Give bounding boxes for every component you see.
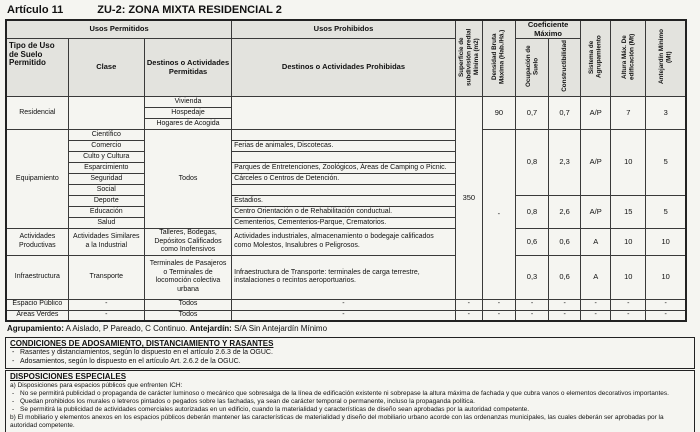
- cell-clase-educacion: Educación: [68, 207, 144, 218]
- cell-altura-residencial: 7: [611, 97, 646, 130]
- col-header-clase: Clase: [68, 39, 144, 97]
- cell-destino-hogares: Hogares de Acogida: [144, 119, 231, 130]
- cell-prohibidas-culto: [232, 152, 456, 163]
- cell-prohibidas-residencial-empty: [232, 97, 456, 130]
- cell-antejardin-productivas: 10: [646, 229, 686, 256]
- cell-constructibilidad-equip-g2: 2,6: [549, 196, 581, 229]
- disposiciones-item-b: b) El mobiliario y elementos anexos en los espacios públicos deberán mantener las características de materialidad y diseño del mobiliario urbano acorde con las ordenanzas municipales, las cuales deberán ser aprobadas por la autoridad competente.: [10, 414, 664, 429]
- table-row: [6, 229, 686, 256]
- table-row: [6, 299, 686, 310]
- condiciones-title: CONDICIONES DE ADOSAMIENTO, DISTANCIAMIENTO Y RASANTES: [10, 339, 274, 348]
- cell-dash: -: [581, 310, 611, 321]
- col-header-superficie: Superficie de subdivisión predial Mínima (m2): [455, 20, 482, 97]
- cell-altura-productivas: 10: [611, 229, 646, 256]
- cell-prohibidas-educacion: Centro Orientación o de Rehabilitación conductual.: [232, 207, 456, 218]
- cell-clase-transporte: Transporte: [68, 255, 144, 299]
- cell-dash: -: [549, 310, 581, 321]
- col-header-antejardin: Antejardín Mínimo (Mt): [646, 20, 686, 97]
- cell-clase-deporte: Deporte: [68, 196, 144, 207]
- cell-antejardin-equip-g2: 5: [646, 196, 686, 229]
- cell-prohibidas-transporte: Infraestructura de Transporte: terminales de carga terrestre, instalaciones o recintos aeroportuarios.: [232, 255, 456, 299]
- cell-constructibilidad-equip-g1: 2,3: [549, 130, 581, 196]
- cell-clase-esparcimiento: Esparcimiento: [68, 163, 144, 174]
- cell-prohibidas-salud: Cementerios, Cementerios-Parque, Crematorios.: [232, 218, 456, 229]
- cell-dash: -: [455, 310, 482, 321]
- cell-destinos-equipamiento-todos: Todos: [144, 130, 231, 229]
- col-header-ocupacion-suelo: Ocupación de Suelo: [515, 39, 548, 97]
- cell-destino-vivienda: Vivienda: [144, 97, 231, 108]
- condiciones-box: [5, 337, 695, 369]
- cell-clase-residencial-empty: [68, 97, 144, 130]
- group-header-coeficiente-maximo: Coeficiente Máximo: [515, 20, 580, 39]
- col-header-destinos-permitidas: Destinos o Actividades Permitidas: [144, 39, 231, 97]
- disposiciones-a-item: - No se permitirá publicidad o propaganda de carácter luminoso o mecánico que sobresalga de la línea de edificación existente ni sobrepase la altura máxima de fachada y que cubra vanos o elementos decorativos importantes.: [10, 390, 690, 398]
- group-header-usos-prohibidos: Usos Prohibidos: [232, 20, 456, 39]
- table-row: [6, 130, 686, 141]
- disposiciones-box: [5, 370, 695, 432]
- cell-tipo-productivas: Actividades Productivas: [6, 229, 68, 256]
- cell-sistema-equip-g2: A/P: [581, 196, 611, 229]
- legend-antejardin-text: S/A Sin Antejardín Mínimo: [234, 324, 328, 333]
- cell-densidad-resto: -: [482, 130, 515, 300]
- cell-tipo-infraestructura: Infraestructura: [6, 255, 68, 299]
- table-row: [6, 196, 686, 207]
- cell-dash: -: [515, 299, 548, 310]
- legend-agrupamiento-label: Agrupamiento:: [7, 324, 64, 333]
- cell-dash: -: [611, 310, 646, 321]
- cell-altura-infraestructura: 10: [611, 255, 646, 299]
- cell-constructibilidad-infraestructura: 0,6: [549, 255, 581, 299]
- legend-agrupamiento-text: A Aislado, P Pareado, C Continuo.: [65, 324, 188, 333]
- cell-clase-areas-verdes: -: [68, 310, 144, 321]
- cell-destinos-areas-verdes: Todos: [144, 310, 231, 321]
- cell-prohibidas-productivas: Actividades industriales, almacenamiento o bodegaje calificados como Molestos, Insalubres o Peligrosos.: [232, 229, 456, 256]
- cell-clase-comercio: Comercio: [68, 141, 144, 152]
- cell-tipo-espacio-publico: Espacio Público: [6, 299, 68, 310]
- cell-clase-salud: Salud: [68, 218, 144, 229]
- cell-tipo-equipamiento: Equipamiento: [6, 130, 68, 229]
- condiciones-item: - Adosamientos, según lo dispuesto en el artículo Art. 2.6.2 de la OGUC.: [10, 358, 690, 367]
- document-header: [5, 3, 695, 19]
- disposiciones-a-item: - Se permitirá la publicidad de actividades comerciales autorizadas en un edificio, cuando la materialidad y características de diseño sean aprobadas por la autoridad competente.: [10, 406, 690, 414]
- cell-antejardin-equip-g1: 5: [646, 130, 686, 196]
- cell-antejardin-residencial: 3: [646, 97, 686, 130]
- cell-ocupacion-residencial: 0,7: [515, 97, 548, 130]
- cell-prohibidas-areas-verdes: -: [232, 310, 456, 321]
- cell-destinos-productivas: Talleres, Bodegas, Depósitos Calificados como Inofensivos: [144, 229, 231, 256]
- cell-sistema-infraestructura: A: [581, 255, 611, 299]
- cell-constructibilidad-productivas: 0,6: [549, 229, 581, 256]
- cell-constructibilidad-residencial: 0,7: [549, 97, 581, 130]
- cell-altura-equip-g1: 10: [611, 130, 646, 196]
- cell-destino-hospedaje: Hospedaje: [144, 108, 231, 119]
- cell-sistema-productivas: A: [581, 229, 611, 256]
- cell-prohibidas-deporte: Estadios.: [232, 196, 456, 207]
- cell-ocupacion-equip-g2: 0,8: [515, 196, 548, 229]
- cell-dash: -: [549, 299, 581, 310]
- cell-superficie-350: 350: [455, 97, 482, 300]
- cell-tipo-residencial: Residencial: [6, 97, 68, 130]
- cell-ocupacion-productivas: 0,6: [515, 229, 548, 256]
- cell-altura-equip-g2: 15: [611, 196, 646, 229]
- legend-antejardin-label: Antejardín:: [189, 324, 232, 333]
- cell-clase-culto: Culto y Cultura: [68, 152, 144, 163]
- zoning-table: [5, 19, 687, 322]
- cell-dash: -: [581, 299, 611, 310]
- cell-clase-espacio-publico: -: [68, 299, 144, 310]
- col-header-sistema-agrupamiento: Sistema de Agrupamiento: [581, 20, 611, 97]
- cell-dash: -: [611, 299, 646, 310]
- table-row: [6, 255, 686, 299]
- condiciones-item: - Rasantes y distanciamientos, según lo dispuesto en el artículo 2.6.3 de la OGUC.: [10, 349, 690, 358]
- cell-sistema-residencial: A/P: [581, 97, 611, 130]
- disposiciones-title: DISPOSICIONES ESPECIALES: [10, 372, 127, 381]
- col-header-constructibilidad: Constructibilidad: [549, 39, 581, 97]
- article-label: Artículo 11: [7, 4, 64, 16]
- cell-destinos-transporte: Terminales de Pasajeros o Terminales de locomoción colectiva urbana: [144, 255, 231, 299]
- cell-densidad-residencial: 90: [482, 97, 515, 130]
- cell-destinos-espacio-publico: Todos: [144, 299, 231, 310]
- table-row: [6, 97, 686, 108]
- cell-clase-productivas: Actividades Similares a la Industrial: [68, 229, 144, 256]
- page-title: ZU-2: ZONA MIXTA RESIDENCIAL 2: [97, 4, 282, 16]
- cell-clase-cientifico: Científico: [68, 130, 144, 141]
- cell-dash: -: [646, 310, 686, 321]
- cell-prohibidas-espacio-publico: -: [232, 299, 456, 310]
- col-header-altura-maxima: Altura Máx. De edificación (Mt): [611, 20, 646, 97]
- cell-dash: -: [482, 310, 515, 321]
- cell-antejardin-infraestructura: 10: [646, 255, 686, 299]
- disposiciones-a-item: - Quedan prohibidos los murales o letreros pintados o pegados sobre las fachadas, ya sean de carácter temporal o permanente, incluso la propaganda política.: [10, 398, 690, 406]
- cell-sistema-equip-g1: A/P: [581, 130, 611, 196]
- cell-dash: -: [515, 310, 548, 321]
- cell-clase-social: Social: [68, 185, 144, 196]
- cell-ocupacion-infraestructura: 0,3: [515, 255, 548, 299]
- cell-dash: -: [482, 299, 515, 310]
- cell-prohibidas-seguridad: Cárceles o Centros de Detención.: [232, 174, 456, 185]
- cell-prohibidas-comercio: Ferias de animales, Discotecas.: [232, 141, 456, 152]
- col-header-densidad: Densidad Bruta Máxima (Hab./Há.): [482, 20, 515, 97]
- cell-dash: -: [646, 299, 686, 310]
- cell-tipo-areas-verdes: Áreas Verdes: [6, 310, 68, 321]
- group-header-usos-permitidos: Usos Permitidos: [6, 20, 232, 39]
- cell-dash: -: [455, 299, 482, 310]
- cell-clase-seguridad: Seguridad: [68, 174, 144, 185]
- cell-prohibidas-social: [232, 185, 456, 196]
- cell-prohibidas-esparcimiento: Parques de Entretenciones, Zoológicos, Áreas de Camping o Picnic.: [232, 163, 456, 174]
- col-header-tipo-uso: Tipo de Uso de Suelo Permitido: [6, 39, 68, 97]
- cell-prohibidas-cientifico: [232, 130, 456, 141]
- table-row: [6, 310, 686, 321]
- table-legend: [5, 322, 695, 336]
- col-header-destinos-prohibidas: Destinos o Actividades Prohibidas: [232, 39, 456, 97]
- disposiciones-item-a: a) Disposiciones para espacios públicos que enfrenten ICH:: [10, 382, 183, 389]
- cell-ocupacion-equip-g1: 0,8: [515, 130, 548, 196]
